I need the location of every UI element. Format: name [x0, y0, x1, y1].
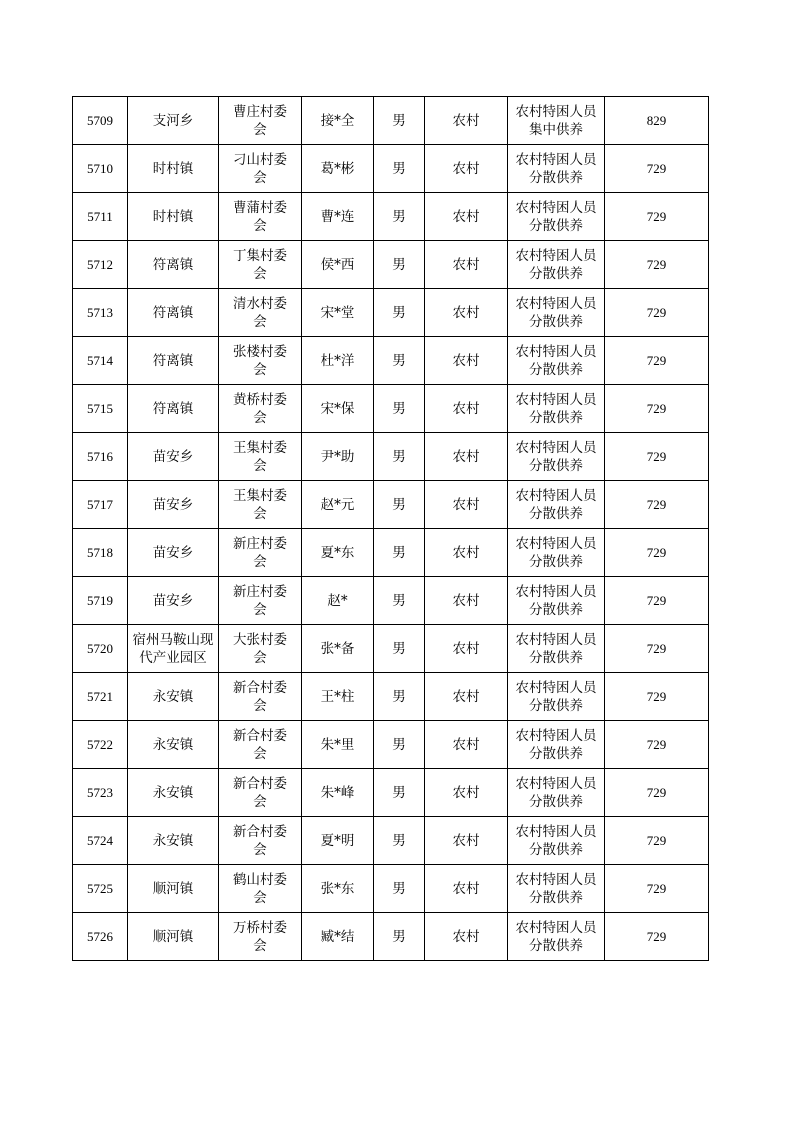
assistance-category-line: 农村特困人员	[515, 583, 597, 600]
residence-type-cell: 农村	[425, 625, 508, 673]
gender-cell: 男	[374, 817, 425, 865]
township-cell	[128, 865, 219, 913]
village-committee-line: 新庄村委	[233, 535, 287, 552]
assistance-category-line: 农村特困人员	[515, 247, 597, 264]
assistance-category-line: 农村特困人员	[515, 439, 597, 456]
assistance-category-line: 农村特困人员	[515, 295, 597, 312]
village-committee-line: 新庄村委	[233, 583, 287, 600]
assistance-category-cell	[508, 145, 605, 193]
assistance-category-line: 农村特困人员	[515, 391, 597, 408]
person-name-cell: 宋*堂	[302, 289, 374, 337]
village-committee-line: 会	[253, 457, 267, 474]
assistance-category-line: 分散供养	[529, 697, 583, 714]
record-number-cell: 5714	[73, 337, 128, 385]
record-number-cell: 5720	[73, 625, 128, 673]
record-number-cell: 5717	[73, 481, 128, 529]
monthly-amount-cell: 729	[605, 721, 709, 769]
assistance-category-line: 农村特困人员	[515, 199, 597, 216]
person-name-cell: 尹*助	[302, 433, 374, 481]
assistance-category-line: 集中供养	[529, 121, 583, 138]
residence-type-cell: 农村	[425, 865, 508, 913]
table-row	[73, 769, 709, 817]
table-row	[73, 577, 709, 625]
gender-cell: 男	[374, 529, 425, 577]
assistance-category-cell	[508, 193, 605, 241]
gender-cell: 男	[374, 913, 425, 961]
township-cell	[128, 145, 219, 193]
township-cell	[128, 385, 219, 433]
person-name-cell: 侯*西	[302, 241, 374, 289]
record-number-cell: 5716	[73, 433, 128, 481]
person-name-cell: 夏*东	[302, 529, 374, 577]
assistance-category-cell	[508, 289, 605, 337]
monthly-amount-cell: 729	[605, 385, 709, 433]
person-name-cell: 朱*峰	[302, 769, 374, 817]
record-number-cell: 5723	[73, 769, 128, 817]
township-cell	[128, 481, 219, 529]
record-number-cell: 5715	[73, 385, 128, 433]
gender-cell: 男	[374, 385, 425, 433]
village-committee-cell	[219, 913, 302, 961]
township-cell	[128, 97, 219, 145]
table-row	[73, 289, 709, 337]
roster-body	[73, 97, 709, 961]
village-committee-line: 万桥村委	[233, 919, 287, 936]
table-row	[73, 817, 709, 865]
village-committee-cell	[219, 673, 302, 721]
assistance-category-line: 分散供养	[529, 217, 583, 234]
monthly-amount-cell: 729	[605, 625, 709, 673]
township-line: 支河乡	[152, 112, 194, 129]
person-name-cell: 接*全	[302, 97, 374, 145]
assistance-category-cell	[508, 913, 605, 961]
village-committee-line: 丁集村委	[233, 247, 287, 264]
gender-cell: 男	[374, 769, 425, 817]
village-committee-cell	[219, 193, 302, 241]
township-line: 永安镇	[152, 688, 194, 705]
township-line: 苗安乡	[152, 592, 194, 609]
township-cell	[128, 721, 219, 769]
assistance-category-cell	[508, 625, 605, 673]
residence-type-cell: 农村	[425, 769, 508, 817]
township-cell	[128, 913, 219, 961]
monthly-amount-cell: 729	[605, 145, 709, 193]
monthly-amount-cell: 729	[605, 769, 709, 817]
gender-cell: 男	[374, 97, 425, 145]
monthly-amount-cell: 729	[605, 289, 709, 337]
township-line: 符离镇	[152, 304, 194, 321]
residence-type-cell: 农村	[425, 145, 508, 193]
table-row	[73, 241, 709, 289]
monthly-amount-cell: 729	[605, 481, 709, 529]
village-committee-line: 会	[253, 745, 267, 762]
village-committee-line: 清水村委	[233, 295, 287, 312]
monthly-amount-cell: 729	[605, 337, 709, 385]
assistance-category-line: 农村特困人员	[515, 535, 597, 552]
village-committee-line: 王集村委	[233, 487, 287, 504]
table-row	[73, 913, 709, 961]
township-cell	[128, 337, 219, 385]
monthly-amount-cell: 729	[605, 433, 709, 481]
assistance-category-cell	[508, 577, 605, 625]
village-committee-line: 会	[253, 265, 267, 282]
assistance-category-line: 农村特困人员	[515, 103, 597, 120]
village-committee-line: 会	[253, 409, 267, 426]
record-number-cell: 5713	[73, 289, 128, 337]
village-committee-cell	[219, 241, 302, 289]
township-cell	[128, 529, 219, 577]
assistance-category-cell	[508, 337, 605, 385]
village-committee-line: 会	[253, 937, 267, 954]
gender-cell: 男	[374, 577, 425, 625]
village-committee-cell	[219, 97, 302, 145]
assistance-category-line: 分散供养	[529, 889, 583, 906]
village-committee-line: 会	[253, 121, 267, 138]
township-line: 宿州马鞍山现	[132, 631, 214, 648]
village-committee-line: 会	[253, 217, 267, 234]
residence-type-cell: 农村	[425, 193, 508, 241]
village-committee-line: 新合村委	[233, 727, 287, 744]
residence-type-cell: 农村	[425, 529, 508, 577]
assistance-category-line: 分散供养	[529, 313, 583, 330]
residence-type-cell: 农村	[425, 913, 508, 961]
gender-cell: 男	[374, 433, 425, 481]
residence-type-cell: 农村	[425, 337, 508, 385]
assistance-category-cell	[508, 385, 605, 433]
person-name-cell: 臧*结	[302, 913, 374, 961]
table-row	[73, 97, 709, 145]
monthly-amount-cell: 729	[605, 673, 709, 721]
assistance-category-line: 农村特困人员	[515, 871, 597, 888]
gender-cell: 男	[374, 865, 425, 913]
table-row	[73, 721, 709, 769]
assistance-category-line: 农村特困人员	[515, 631, 597, 648]
township-cell	[128, 673, 219, 721]
table-row	[73, 385, 709, 433]
person-name-cell: 王*柱	[302, 673, 374, 721]
residence-type-cell: 农村	[425, 385, 508, 433]
table-row	[73, 865, 709, 913]
assistance-category-line: 分散供养	[529, 265, 583, 282]
gender-cell: 男	[374, 721, 425, 769]
assistance-category-cell	[508, 865, 605, 913]
township-line: 苗安乡	[152, 544, 194, 561]
assistance-category-cell	[508, 241, 605, 289]
person-name-cell: 赵*	[302, 577, 374, 625]
gender-cell: 男	[374, 625, 425, 673]
township-line: 时村镇	[152, 160, 194, 177]
township-cell	[128, 769, 219, 817]
monthly-amount-cell: 729	[605, 193, 709, 241]
record-number-cell: 5718	[73, 529, 128, 577]
township-line: 永安镇	[152, 832, 194, 849]
monthly-amount-cell: 729	[605, 865, 709, 913]
village-committee-line: 曹蒲村委	[233, 199, 287, 216]
assistance-category-line: 分散供养	[529, 793, 583, 810]
record-number-cell: 5725	[73, 865, 128, 913]
assistance-category-line: 农村特困人员	[515, 727, 597, 744]
assistance-category-line: 农村特困人员	[515, 679, 597, 696]
village-committee-cell	[219, 625, 302, 673]
residence-type-cell: 农村	[425, 673, 508, 721]
table-row	[73, 625, 709, 673]
village-committee-line: 会	[253, 841, 267, 858]
record-number-cell: 5721	[73, 673, 128, 721]
monthly-amount-cell: 729	[605, 241, 709, 289]
table-row	[73, 145, 709, 193]
table-row	[73, 193, 709, 241]
village-committee-cell	[219, 385, 302, 433]
village-committee-line: 刁山村委	[233, 151, 287, 168]
record-number-cell: 5724	[73, 817, 128, 865]
gender-cell: 男	[374, 145, 425, 193]
monthly-amount-cell: 729	[605, 529, 709, 577]
township-cell	[128, 289, 219, 337]
township-cell	[128, 577, 219, 625]
village-committee-line: 会	[253, 553, 267, 570]
monthly-amount-cell: 729	[605, 577, 709, 625]
table-row	[73, 529, 709, 577]
assistance-category-line: 分散供养	[529, 745, 583, 762]
table-row	[73, 673, 709, 721]
assistance-category-line: 分散供养	[529, 937, 583, 954]
village-committee-line: 新合村委	[233, 679, 287, 696]
assistance-category-line: 分散供养	[529, 553, 583, 570]
person-name-cell: 赵*元	[302, 481, 374, 529]
township-cell	[128, 625, 219, 673]
village-committee-line: 会	[253, 697, 267, 714]
village-committee-line: 曹庄村委	[233, 103, 287, 120]
assistance-category-line: 分散供养	[529, 457, 583, 474]
township-line: 符离镇	[152, 256, 194, 273]
gender-cell: 男	[374, 481, 425, 529]
assistance-category-line: 分散供养	[529, 361, 583, 378]
assistance-category-line: 农村特困人员	[515, 487, 597, 504]
township-line: 代产业园区	[139, 649, 207, 666]
township-cell	[128, 817, 219, 865]
gender-cell: 男	[374, 673, 425, 721]
village-committee-line: 会	[253, 169, 267, 186]
gender-cell: 男	[374, 193, 425, 241]
village-committee-line: 会	[253, 313, 267, 330]
village-committee-line: 鹤山村委	[233, 871, 287, 888]
assistance-category-cell	[508, 769, 605, 817]
village-committee-line: 王集村委	[233, 439, 287, 456]
gender-cell: 男	[374, 241, 425, 289]
township-line: 符离镇	[152, 352, 194, 369]
township-cell	[128, 241, 219, 289]
record-number-cell: 5712	[73, 241, 128, 289]
village-committee-line: 新合村委	[233, 775, 287, 792]
village-committee-cell	[219, 769, 302, 817]
monthly-amount-cell: 729	[605, 913, 709, 961]
township-line: 符离镇	[152, 400, 194, 417]
person-name-cell: 夏*明	[302, 817, 374, 865]
assistance-category-cell	[508, 817, 605, 865]
residence-type-cell: 农村	[425, 721, 508, 769]
table-row	[73, 433, 709, 481]
residence-type-cell: 农村	[425, 433, 508, 481]
township-line: 永安镇	[152, 736, 194, 753]
village-committee-line: 会	[253, 889, 267, 906]
person-name-cell: 葛*彬	[302, 145, 374, 193]
assistance-category-cell	[508, 433, 605, 481]
village-committee-cell	[219, 145, 302, 193]
village-committee-line: 会	[253, 649, 267, 666]
township-line: 顺河镇	[152, 928, 194, 945]
assistance-category-cell	[508, 97, 605, 145]
assistance-category-line: 农村特困人员	[515, 343, 597, 360]
person-name-cell: 宋*保	[302, 385, 374, 433]
person-name-cell: 杜*洋	[302, 337, 374, 385]
table-row	[73, 337, 709, 385]
person-name-cell: 张*东	[302, 865, 374, 913]
village-committee-line: 新合村委	[233, 823, 287, 840]
village-committee-cell	[219, 337, 302, 385]
record-number-cell: 5710	[73, 145, 128, 193]
assistance-category-line: 农村特困人员	[515, 775, 597, 792]
roster-table	[72, 96, 709, 961]
assistance-category-cell	[508, 529, 605, 577]
assistance-category-line: 分散供养	[529, 841, 583, 858]
assistance-category-line: 农村特困人员	[515, 823, 597, 840]
village-committee-cell	[219, 481, 302, 529]
record-number-cell: 5719	[73, 577, 128, 625]
assistance-category-cell	[508, 673, 605, 721]
township-line: 顺河镇	[152, 880, 194, 897]
record-number-cell: 5711	[73, 193, 128, 241]
person-name-cell: 张*备	[302, 625, 374, 673]
village-committee-cell	[219, 433, 302, 481]
table-row	[73, 481, 709, 529]
assistance-category-line: 分散供养	[529, 649, 583, 666]
village-committee-line: 黄桥村委	[233, 391, 287, 408]
village-committee-line: 会	[253, 601, 267, 618]
assistance-category-line: 分散供养	[529, 601, 583, 618]
township-cell	[128, 433, 219, 481]
residence-type-cell: 农村	[425, 817, 508, 865]
record-number-cell: 5722	[73, 721, 128, 769]
assistance-category-line: 农村特困人员	[515, 151, 597, 168]
village-committee-line: 会	[253, 361, 267, 378]
assistance-category-line: 分散供养	[529, 409, 583, 426]
gender-cell: 男	[374, 289, 425, 337]
village-committee-cell	[219, 577, 302, 625]
township-cell	[128, 193, 219, 241]
residence-type-cell: 农村	[425, 289, 508, 337]
village-committee-cell	[219, 529, 302, 577]
assistance-category-line: 农村特困人员	[515, 919, 597, 936]
village-committee-line: 会	[253, 793, 267, 810]
person-name-cell: 朱*里	[302, 721, 374, 769]
township-line: 苗安乡	[152, 448, 194, 465]
person-name-cell: 曹*连	[302, 193, 374, 241]
record-number-cell: 5709	[73, 97, 128, 145]
village-committee-cell	[219, 721, 302, 769]
residence-type-cell: 农村	[425, 481, 508, 529]
village-committee-line: 大张村委	[233, 631, 287, 648]
residence-type-cell: 农村	[425, 241, 508, 289]
village-committee-cell	[219, 817, 302, 865]
assistance-category-cell	[508, 721, 605, 769]
village-committee-cell	[219, 865, 302, 913]
township-line: 永安镇	[152, 784, 194, 801]
record-number-cell: 5726	[73, 913, 128, 961]
residence-type-cell: 农村	[425, 97, 508, 145]
gender-cell: 男	[374, 337, 425, 385]
township-line: 时村镇	[152, 208, 194, 225]
village-committee-cell	[219, 289, 302, 337]
assistance-category-line: 分散供养	[529, 169, 583, 186]
assistance-category-line: 分散供养	[529, 505, 583, 522]
residence-type-cell: 农村	[425, 577, 508, 625]
township-line: 苗安乡	[152, 496, 194, 513]
village-committee-line: 张楼村委	[233, 343, 287, 360]
monthly-amount-cell: 829	[605, 97, 709, 145]
monthly-amount-cell: 729	[605, 817, 709, 865]
village-committee-line: 会	[253, 505, 267, 522]
assistance-category-cell	[508, 481, 605, 529]
